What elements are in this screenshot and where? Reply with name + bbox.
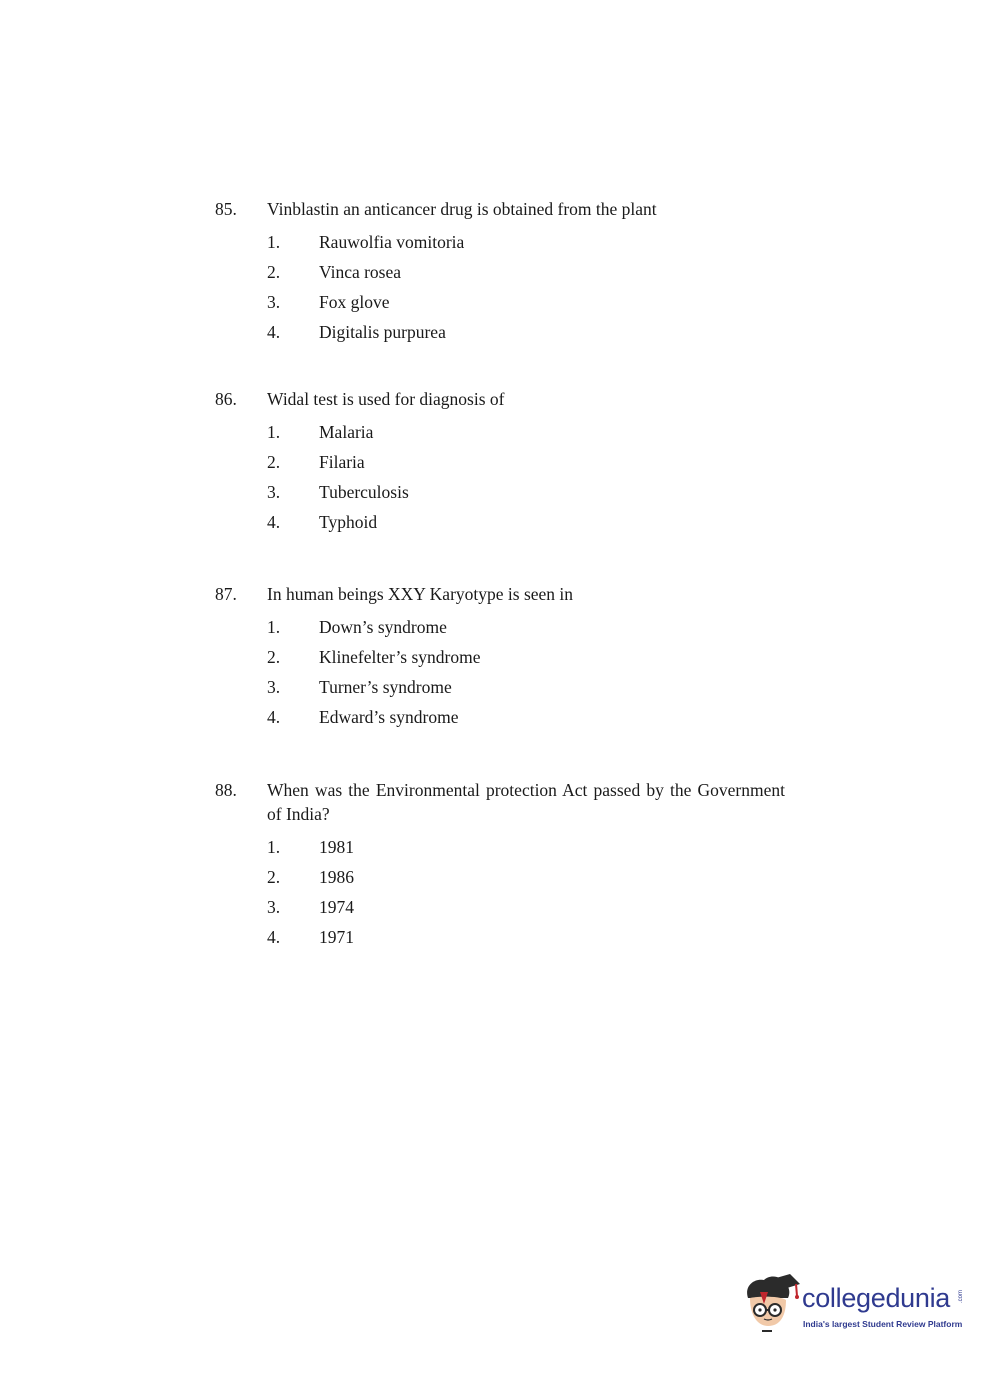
collegedunia-logo: [740, 1268, 970, 1340]
student-mascot-icon: [740, 1272, 800, 1336]
brand-domain: .com: [958, 1290, 964, 1304]
option-number: 2.: [267, 867, 281, 887]
option-number: 4.: [267, 707, 281, 727]
option-number: 4.: [267, 927, 281, 947]
option-text: Filaria: [319, 452, 365, 472]
option-number: 3.: [267, 897, 281, 917]
option-number: 1.: [267, 422, 281, 442]
option-text: Klinefelter’s syndrome: [319, 647, 481, 667]
option-text: Edward’s syndrome: [319, 707, 459, 727]
option-number: 3.: [267, 677, 281, 697]
option-text: Turner’s syndrome: [319, 677, 452, 697]
option-number: 2.: [267, 647, 281, 667]
question-number: 85.: [215, 199, 237, 219]
brand-tagline: India's largest Student Review Platform: [803, 1319, 963, 1329]
option-text: 1981: [319, 837, 354, 857]
option-text: 1974: [319, 897, 354, 917]
option-text: Tuberculosis: [319, 482, 409, 502]
question-number: 88.: [215, 780, 237, 800]
option-text: Vinca rosea: [319, 262, 402, 282]
option-text: Fox glove: [319, 292, 390, 312]
option-number: 2.: [267, 262, 281, 282]
question-text: In human beings XXY Karyotype is seen in: [267, 584, 574, 604]
question-text: Widal test is used for diagnosis of: [267, 389, 505, 409]
option-text: Rauwolfia vomitoria: [319, 232, 465, 252]
option-number: 2.: [267, 452, 281, 472]
option-number: 4.: [267, 322, 281, 342]
question-number: 86.: [215, 389, 237, 409]
option-number: 3.: [267, 292, 281, 312]
option-number: 1.: [267, 232, 281, 252]
option-text: 1971: [319, 927, 354, 947]
option-text: Digitalis purpurea: [319, 322, 446, 342]
option-number: 4.: [267, 512, 281, 532]
option-text: 1986: [319, 867, 354, 887]
question-number: 87.: [215, 584, 237, 604]
option-number: 3.: [267, 482, 281, 502]
option-text: Typhoid: [319, 512, 378, 532]
question-text: Vinblastin an anticancer drug is obtained from the plant: [267, 199, 657, 219]
option-text: Down’s syndrome: [319, 617, 447, 637]
option-number: 1.: [267, 837, 281, 857]
option-number: 1.: [267, 617, 281, 637]
option-text: Malaria: [319, 422, 374, 442]
question-text: When was the Environmental protection Act passed by the Government of India?: [267, 780, 785, 824]
brand-name: collegedunia: [802, 1283, 951, 1313]
